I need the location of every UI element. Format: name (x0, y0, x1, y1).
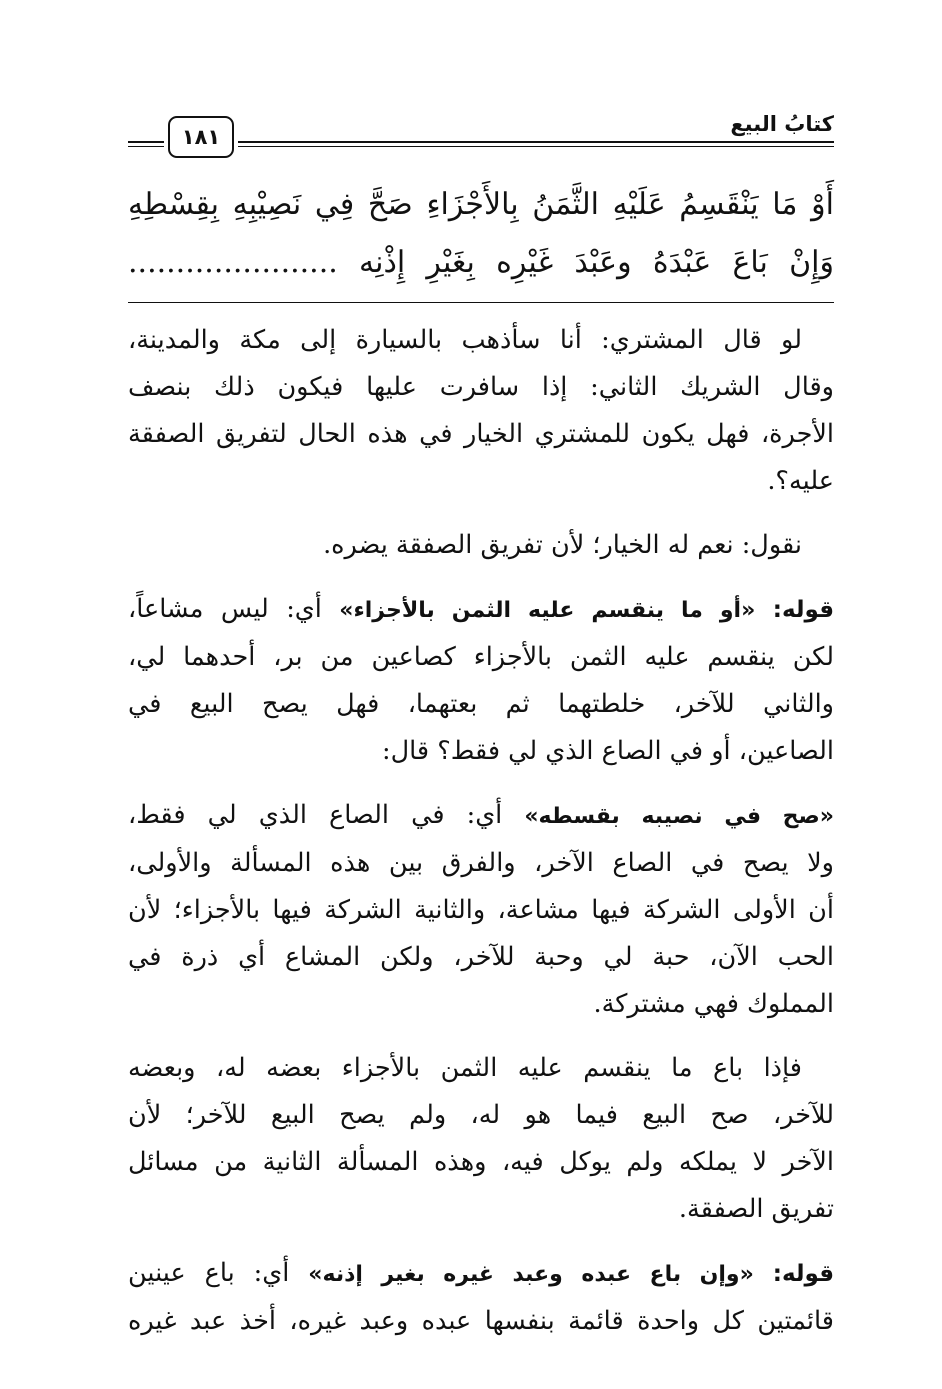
matn-line-1: أَوْ مَا يَنْقَسِمُ عَلَيْهِ الثَّمَنُ بِالأَجْزَاءِ صَحَّ فِي نَصِيْبِهِ بِقِسْطِهِ (128, 187, 834, 222)
page-number: ١٨١ (168, 116, 234, 158)
paragraph-3 (128, 586, 834, 775)
paragraph-line: المملوك فهي مشتركة. (593, 989, 834, 1019)
qawluhu-label: قوله: (772, 1261, 835, 1287)
paragraph-6 (128, 1250, 834, 1345)
matn-separator (128, 302, 834, 303)
matn-quote: «صح في نصيبه بقسطه» (524, 804, 834, 829)
header-rule (238, 141, 834, 147)
paragraph-5 (128, 1045, 834, 1233)
paragraph-line (128, 792, 834, 840)
paragraph-line: للآخر، صح البيع فيما هو له، ولم يصح البيع للآخر؛ لأن (128, 1100, 834, 1130)
paragraph-4 (128, 792, 834, 1028)
book-title: كتابُ البيع (730, 112, 834, 136)
matn-quote: «وإن باع عبده وعبد غيره بغير إذنه» (308, 1262, 754, 1287)
paragraph-text: أي: باع عينين (128, 1258, 290, 1288)
header-rule-left (128, 141, 164, 147)
paragraph-line: لو قال المشتري: أنا سأذهب بالسيارة إلى مكة والمدينة، (128, 325, 802, 355)
paragraph-line (128, 1250, 834, 1298)
paragraph-line: نقول: نعم له الخيار؛ لأن تفريق الصفقة يضره. (323, 530, 802, 560)
paragraph-line: الأجرة، فهل يكون للمشتري الخيار في هذه الحال لتفريق الصفقة (128, 419, 834, 449)
qawluhu-label: قوله: (772, 597, 835, 623)
paragraph-line: فإذا باع ما ينقسم عليه الثمن بالأجزاء بعضه له، وبعضه (128, 1053, 802, 1083)
paragraph-line: عليه؟. (767, 466, 834, 496)
paragraph-text: أي: ليس مشاعاً، (128, 594, 322, 624)
matn-text (128, 176, 834, 292)
paragraph-line: والثاني للآخر، خلطتهما ثم بعتهما، فهل يصح البيع في (128, 689, 834, 719)
paragraph-line: لكن ينقسم عليه الثمن بالأجزاء كصاعين من بر، أحدهما لي، (128, 642, 834, 672)
paragraph-line: قائمتين كل واحدة قائمة بنفسها عبده وعبد غيره، أخذ عبد غيره (128, 1306, 834, 1336)
matn-line-2: وَإِنْ بَاعَ عَبْدَهُ وعَبْدَ غَيْرِه بِغَيْرِ إِذْنِه ...................... (128, 245, 834, 280)
paragraph-line: الصاعين، أو في الصاع الذي لي فقط؟ قال: (382, 736, 834, 766)
paragraph-line: تفريق الصفقة. (678, 1194, 834, 1224)
paragraph-line: الآخر لا يملكه ولم يوكل فيه، وهذه المسألة الثانية من مسائل (128, 1147, 834, 1177)
paragraph-line: ولا يصح في الصاع الآخر، والفرق بين هذه المسألة والأولى، (128, 848, 834, 878)
matn-quote: «أو ما ينقسم عليه الثمن بالأجزاء» (339, 598, 756, 623)
paragraph-line (128, 586, 834, 634)
paragraph-2 (128, 522, 834, 569)
paragraph-line: الحب الآن، حبة لي وحبة للآخر، ولكن المشاع أي ذرة في (128, 942, 834, 972)
paragraph-line: وقال الشريك الثاني: إذا سافرت عليها فيكون ذلك بنصف (128, 372, 834, 402)
paragraph-1 (128, 317, 834, 505)
paragraph-text: أي: في الصاع الذي لي فقط، (128, 800, 503, 830)
page-header (128, 100, 834, 162)
book-page (128, 100, 834, 1362)
paragraph-line: أن الأولى الشركة فيها مشاعة، والثانية الشركة فيها بالأجزاء؛ لأن (128, 895, 834, 925)
